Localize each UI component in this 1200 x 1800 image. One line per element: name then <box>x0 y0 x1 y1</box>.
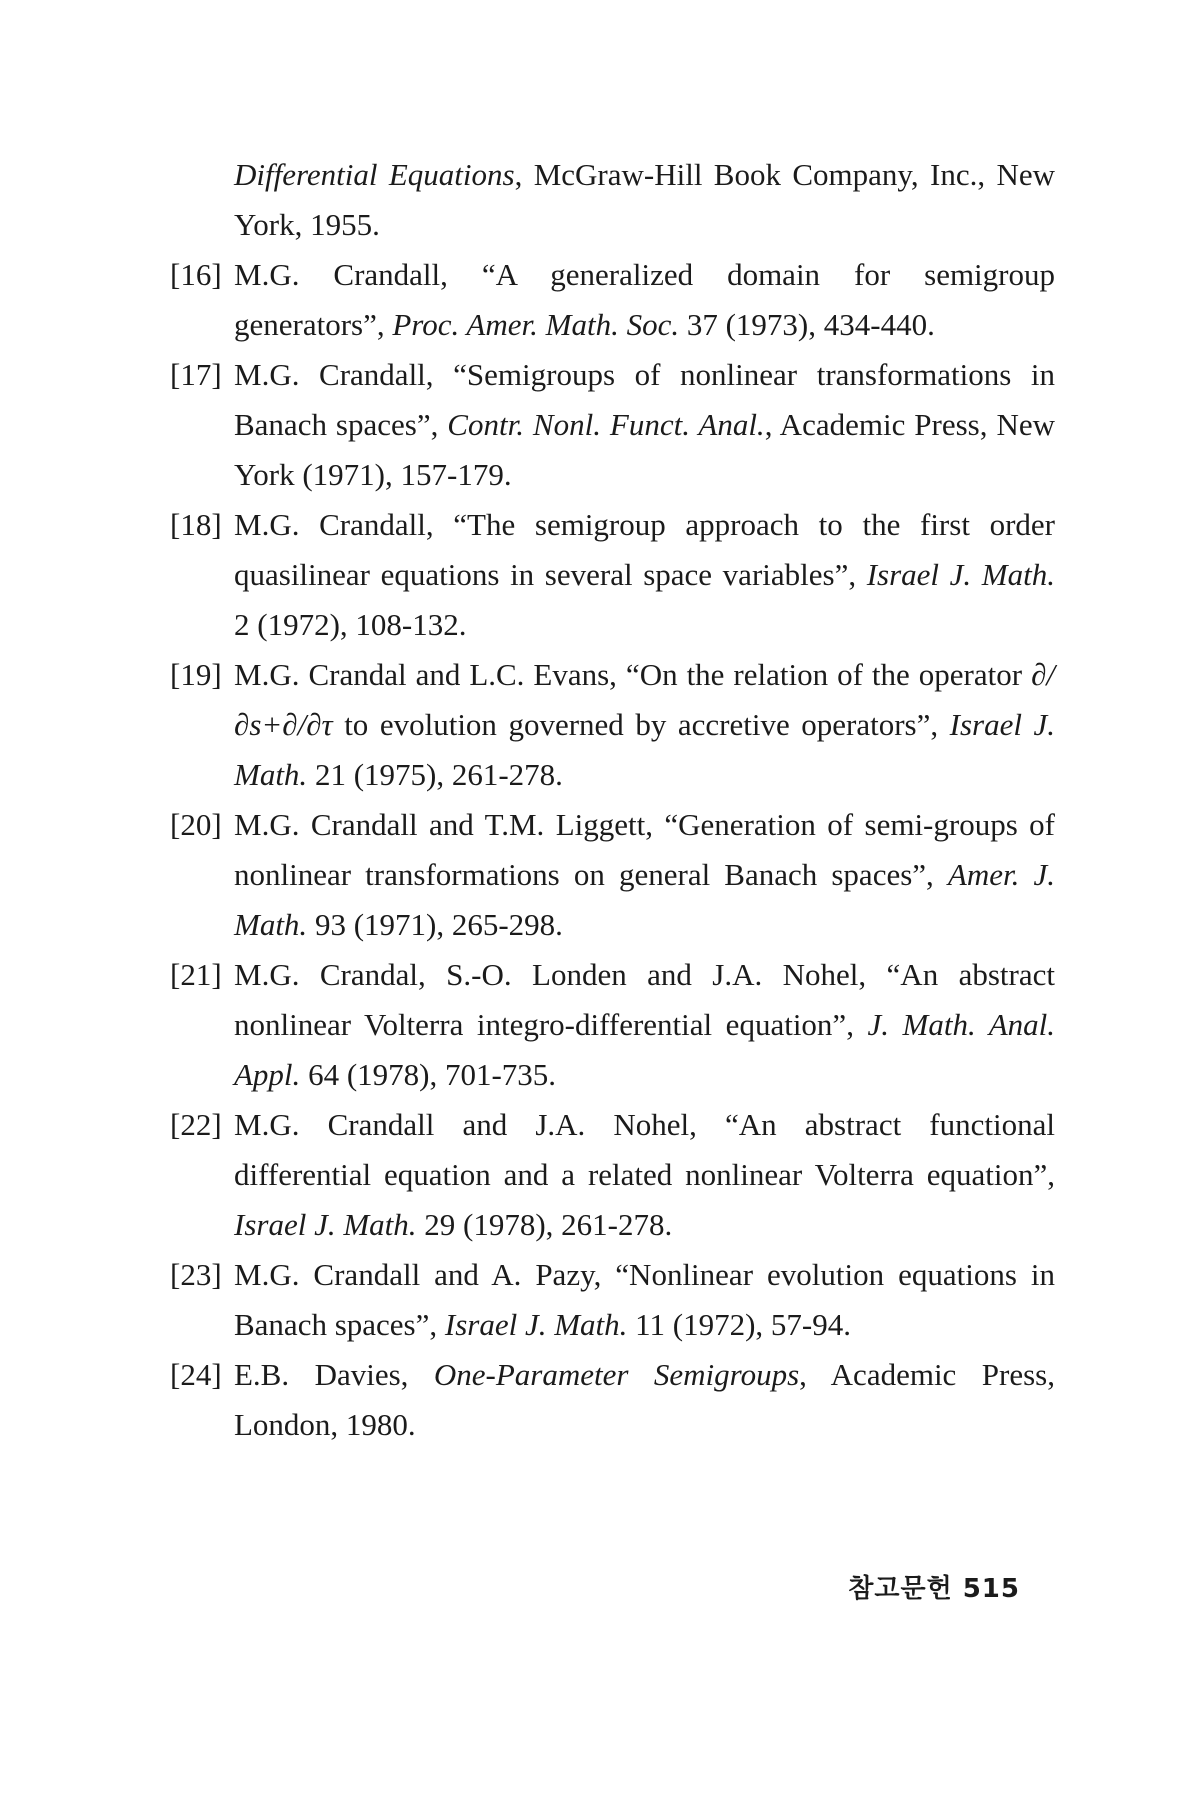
reference-body <box>234 1107 1055 1242</box>
reference-body <box>234 807 1055 942</box>
reference-number: [23] <box>170 1257 222 1292</box>
reference-number: [24] <box>170 1357 222 1392</box>
reference-details: 21 (1975), 261-278. <box>307 757 563 792</box>
reference-text: M.G. Crandal and L.C. Evans, “On the relation of the operator <box>234 657 1032 692</box>
reference-text: M.G. Crandall and J.A. Nohel, “An abstract functional differential equation and a related nonlinear Volterra equation”, <box>234 1107 1055 1192</box>
reference-number: [17] <box>170 357 222 392</box>
reference-body <box>234 657 1055 792</box>
math-operator: ∂/∂s+∂/∂τ <box>234 657 1055 742</box>
journal-title: Israel J. Math. <box>234 1207 417 1242</box>
reference-body <box>234 357 1055 492</box>
reference-22 <box>170 1100 1055 1250</box>
reference-details: McGraw-Hill Book Company, Inc., New York, 1955. <box>234 157 1055 242</box>
reference-text: M.G. Crandall, “The semigroup approach to the first order quasilinear equations in several space variables”, <box>234 507 1055 592</box>
reference-23 <box>170 1250 1055 1350</box>
reference-text: to evolution governed by accretive operators”, <box>332 707 950 742</box>
reference-details: 11 (1972), 57-94. <box>627 1307 851 1342</box>
journal-title: J. Math. Anal. Appl. <box>234 1007 1056 1092</box>
reference-19 <box>170 650 1055 800</box>
reference-21 <box>170 950 1055 1100</box>
reference-details: 37 (1973), 434-440. <box>679 307 935 342</box>
reference-number: [21] <box>170 957 222 992</box>
reference-body <box>234 1357 1055 1442</box>
reference-details: 29 (1978), 261-278. <box>416 1207 673 1242</box>
reference-details: , Academic Press, New York (1971), 157-179. <box>234 407 1055 492</box>
reference-body <box>234 257 1055 342</box>
reference-text: M.G. Crandal, S.-O. Londen and J.A. Nohel, “An abstract nonlinear Volterra integro-differential equation”, <box>234 957 1055 1042</box>
page-footer <box>848 1568 1020 1605</box>
footer-section-label: 참고문헌 <box>848 1574 953 1604</box>
reference-text: M.G. Crandall and T.M. Liggett, “Generation of semi-groups of nonlinear transformations on general Banach spaces”, <box>234 807 1055 892</box>
reference-17 <box>170 350 1055 500</box>
journal-title: Israel J. Math. <box>866 557 1055 592</box>
journal-title: Contr. Nonl. Funct. Anal. <box>447 407 765 442</box>
reference-text: M.G. Crandall and A. Pazy, “Nonlinear evolution equations in Banach spaces”, <box>234 1257 1055 1342</box>
reference-list <box>170 150 1055 1450</box>
reference-continuation <box>170 150 1055 250</box>
reference-body <box>234 957 1055 1092</box>
reference-details: 93 (1971), 265-298. <box>307 907 563 942</box>
journal-title: Differential Equations <box>234 157 515 192</box>
reference-number: [19] <box>170 657 222 692</box>
reference-20 <box>170 800 1055 950</box>
reference-24 <box>170 1350 1055 1450</box>
reference-text: M.G. Crandall, “Semigroups of nonlinear transformations in Banach spaces”, <box>234 357 1055 442</box>
journal-title: Israel J. Math. <box>444 1307 628 1342</box>
reference-16 <box>170 250 1055 350</box>
page-number: 515 <box>962 1574 1020 1604</box>
journal-title: Amer. J. Math. <box>234 857 1055 942</box>
reference-number: [22] <box>170 1107 222 1142</box>
reference-text: M.G. Crandall, “A generalized domain for semigroup generators”, <box>234 257 1055 342</box>
reference-18 <box>170 500 1055 650</box>
reference-body <box>234 507 1055 642</box>
reference-details: 64 (1978), 701-735. <box>300 1057 557 1092</box>
reference-details: , Academic Press, London, 1980. <box>234 1357 1055 1442</box>
reference-separator: , <box>514 157 523 192</box>
reference-body <box>234 157 1055 242</box>
reference-details: 2 (1972), 108-132. <box>234 607 467 642</box>
journal-title: Israel J. Math. <box>234 707 1055 792</box>
book-title: One-Parameter Semigroups <box>433 1357 800 1392</box>
reference-text: E.B. Davies, <box>234 1357 434 1392</box>
reference-number: [20] <box>170 807 222 842</box>
reference-body <box>234 1257 1055 1342</box>
reference-number: [18] <box>170 507 222 542</box>
reference-number: [16] <box>170 257 222 292</box>
journal-title: Proc. Amer. Math. Soc. <box>392 307 680 342</box>
